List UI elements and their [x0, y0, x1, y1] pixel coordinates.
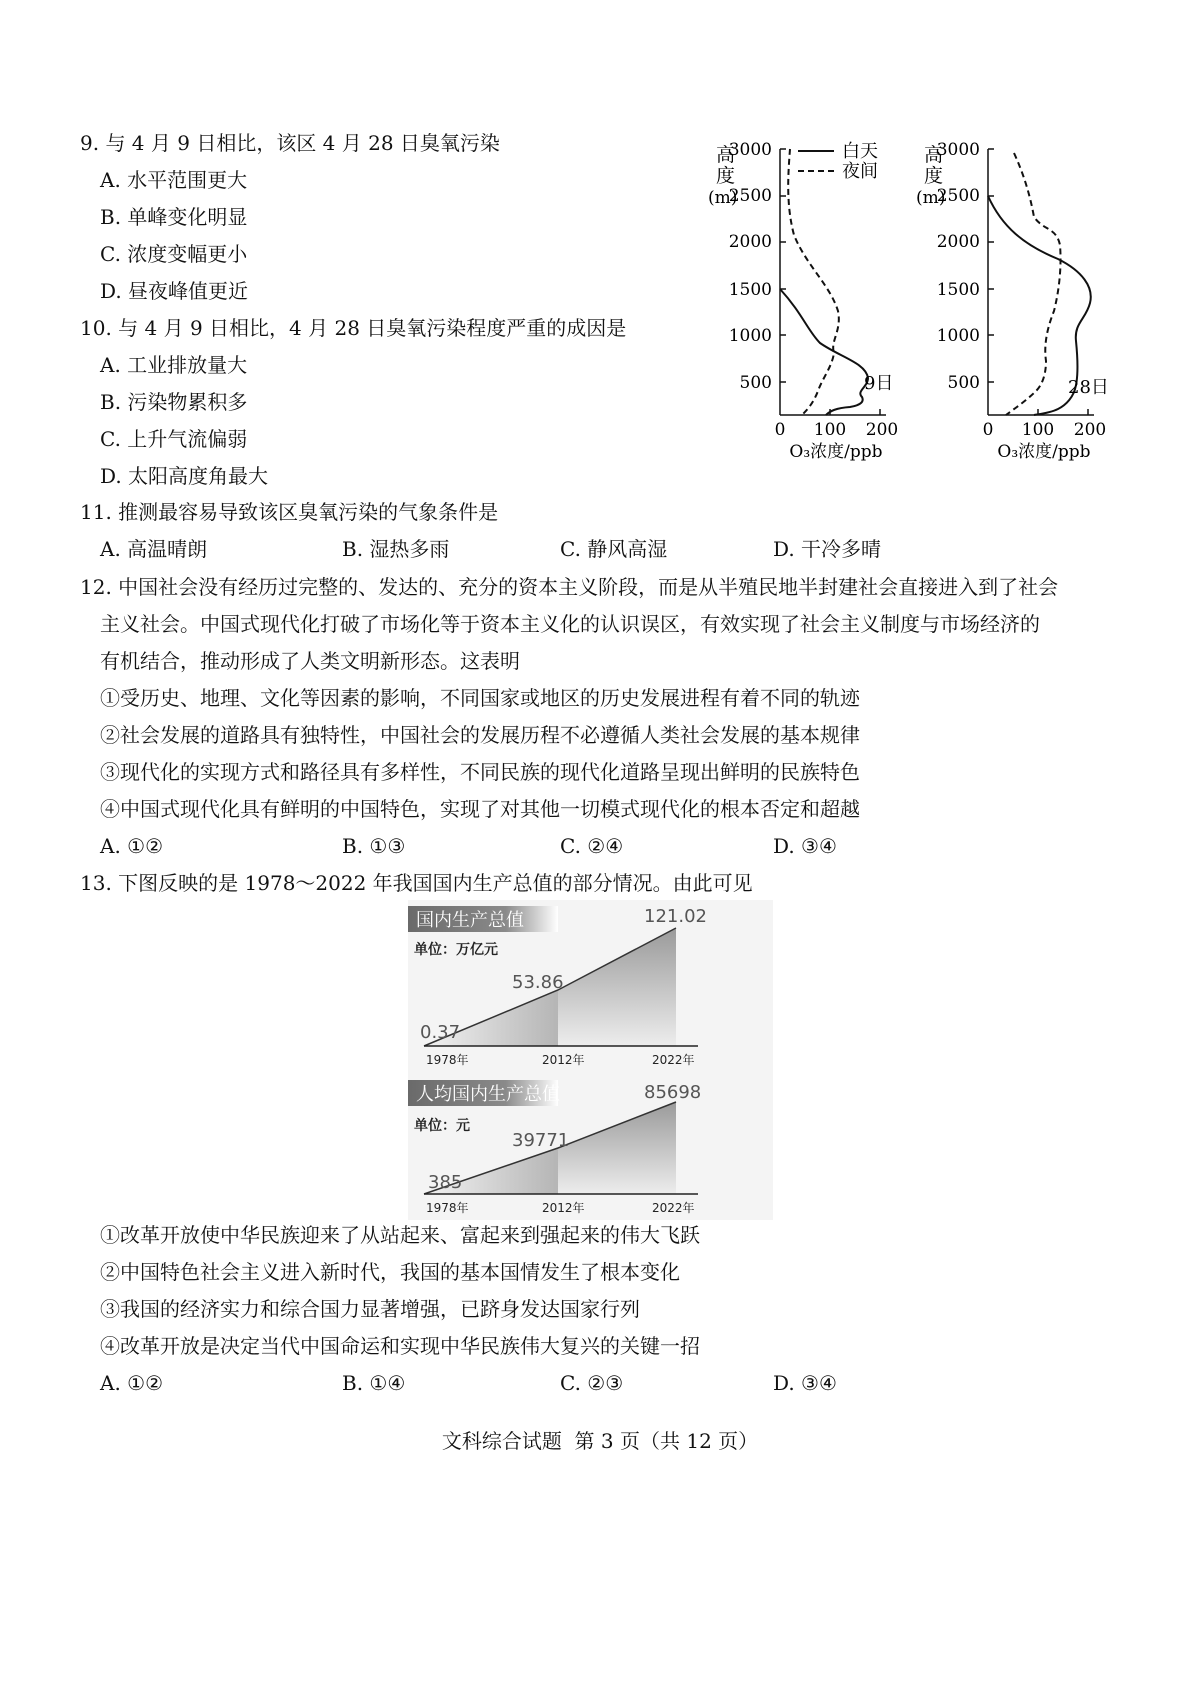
page-footer: 文科综合试题 第 3 页（共 12 页） — [441, 1429, 759, 1453]
q13-statement-3: ③我国的经济实力和综合国力显著增强，已跻身发达国家行列 — [100, 1297, 640, 1321]
y-axis-label-char-1: 高 — [716, 144, 736, 166]
q13-statement-4: ④改革开放是决定当代中国命运和实现中华民族伟大复兴的关键一招 — [100, 1334, 700, 1358]
panel2-value-2012: 39771 — [512, 1130, 570, 1151]
left-x-axis-label: O₃浓度/ppb — [789, 442, 883, 462]
q12-stem-line-2: 主义社会。中国式现代化打破了市场化等于资本主义化的认识误区，有效实现了社会主义制度与市场经济的 — [100, 612, 1040, 636]
q10-option-d: D. 太阳高度角最大 — [100, 464, 269, 488]
q13-option-a: A. ①② — [100, 1371, 164, 1395]
panel1-value-1978: 0.37 — [420, 1022, 461, 1043]
legend-night-label: 夜间 — [842, 161, 878, 182]
q9-option-a: A. 水平范围更大 — [100, 168, 248, 192]
right-panel-label: 28日 — [1068, 377, 1109, 398]
q12-option-d: D. ③④ — [773, 834, 837, 858]
right-ytick-2000: 2000 — [936, 232, 980, 252]
right-y-axis-label-char-2: 度 — [924, 165, 944, 187]
q12-statement-3: ③现代化的实现方式和路径具有多样性，不同民族的现代化道路呈现出鲜明的民族特色 — [100, 760, 860, 784]
right-ytick-1000: 1000 — [936, 326, 980, 346]
left-ytick-2500: 2500 — [728, 186, 772, 206]
q13-option-d: D. ③④ — [773, 1371, 837, 1395]
panel1-year-2012: 2012年 — [542, 1053, 585, 1067]
q12-stem-line-1: 12. 中国社会没有经历过完整的、发达的、充分的资本主义阶段，而是从半殖民地半封建社会直接进入到了社会 — [80, 575, 1059, 599]
q11-option-a: A. 高温晴朗 — [100, 537, 208, 561]
q13-option-b: B. ①④ — [342, 1371, 406, 1395]
legend-day-label: 白天 — [842, 141, 878, 162]
q9-option-c: C. 浓度变幅更小 — [100, 242, 248, 266]
q12-statement-4: ④中国式现代化具有鲜明的中国特色，实现了对其他一切模式现代化的根本否定和超越 — [100, 797, 860, 821]
panel1-value-2012: 53.86 — [512, 972, 564, 993]
y-axis-label-char-2: 度 — [716, 165, 736, 187]
right-xtick-0: 0 — [982, 420, 994, 440]
panel2-title: 人均国内生产总值 — [416, 1084, 560, 1105]
q12-option-c: C. ②④ — [560, 834, 624, 858]
panel2-value-2022: 85698 — [644, 1082, 702, 1103]
panel1-value-2022: 121.02 — [644, 906, 707, 927]
panel2-unit: 单位：元 — [414, 1118, 470, 1134]
right-y-axis-label-char-1: 高 — [924, 144, 944, 166]
q10-stem: 10. 与 4 月 9 日相比，4 月 28 日臭氧污染程度严重的成因是 — [80, 316, 627, 340]
q11-option-d: D. 干冷多晴 — [773, 537, 882, 561]
q12-stem-line-3: 有机结合，推动形成了人类文明新形态。这表明 — [100, 649, 520, 673]
q12-statement-2: ②社会发展的道路具有独特性，中国社会的发展历程不必遵循人类社会发展的基本规律 — [100, 723, 860, 747]
right-y-axis-label-unit: (m) — [916, 188, 946, 208]
right-ytick-500: 500 — [947, 373, 980, 393]
q12-option-b: B. ①③ — [342, 834, 406, 858]
right-xtick-100: 100 — [1021, 420, 1055, 440]
y-axis-label-unit: (m) — [708, 188, 738, 208]
panel2-year-2022: 2022年 — [652, 1201, 695, 1215]
q10-option-b: B. 污染物累积多 — [100, 390, 248, 414]
q11-stem: 11. 推测最容易导致该区臭氧污染的气象条件是 — [80, 500, 499, 524]
q13-statement-1: ①改革开放使中华民族迎来了从站起来、富起来到强起来的伟大飞跃 — [100, 1223, 700, 1247]
left-ytick-500: 500 — [739, 373, 772, 393]
left-panel-label: 9日 — [864, 373, 894, 394]
ozone-profile-figure — [690, 135, 1150, 510]
left-day-curve — [780, 289, 868, 415]
q11-option-b: B. 湿热多雨 — [342, 537, 450, 561]
left-ytick-2000: 2000 — [728, 232, 772, 252]
right-ytick-2500: 2500 — [936, 186, 980, 206]
q12-statement-1: ①受历史、地理、文化等因素的影响，不同国家或地区的历史发展进程有着不同的轨迹 — [100, 686, 860, 710]
right-ytick-1500: 1500 — [936, 280, 980, 300]
panel1-unit: 单位：万亿元 — [414, 942, 498, 958]
left-night-curve — [788, 149, 839, 415]
panel2-year-1978: 1978年 — [426, 1201, 469, 1215]
q10-option-a: A. 工业排放量大 — [100, 353, 248, 377]
right-x-axis-label: O₃浓度/ppb — [997, 442, 1091, 462]
right-night-curve — [1006, 153, 1061, 415]
panel1-year-1978: 1978年 — [426, 1053, 469, 1067]
left-xtick-100: 100 — [813, 420, 847, 440]
q9-stem: 9. 与 4 月 9 日相比，该区 4 月 28 日臭氧污染 — [80, 131, 500, 155]
left-xtick-200: 200 — [865, 420, 899, 440]
panel2-year-2012: 2012年 — [542, 1201, 585, 1215]
q9-option-b: B. 单峰变化明显 — [100, 205, 248, 229]
gdp-figure — [408, 900, 773, 1220]
panel1-year-2022: 2022年 — [652, 1053, 695, 1067]
left-ytick-1500: 1500 — [728, 280, 772, 300]
panel2-value-1978: 385 — [428, 1172, 463, 1193]
left-ytick-1000: 1000 — [728, 326, 772, 346]
q9-option-d: D. 昼夜峰值更近 — [100, 279, 249, 303]
q12-option-a: A. ①② — [100, 834, 164, 858]
q13-stem: 13. 下图反映的是 1978～2022 年我国国内生产总值的部分情况。由此可见 — [80, 871, 753, 895]
panel1-title: 国内生产总值 — [416, 910, 524, 931]
right-ytick-3000: 3000 — [936, 140, 980, 160]
left-xtick-0: 0 — [774, 420, 786, 440]
q11-option-c: C. 静风高湿 — [560, 537, 668, 561]
left-ytick-3000: 3000 — [728, 140, 772, 160]
q10-option-c: C. 上升气流偏弱 — [100, 427, 248, 451]
right-xtick-200: 200 — [1073, 420, 1107, 440]
q13-option-c: C. ②③ — [560, 1371, 624, 1395]
q13-statement-2: ②中国特色社会主义进入新时代，我国的基本国情发生了根本变化 — [100, 1260, 680, 1284]
